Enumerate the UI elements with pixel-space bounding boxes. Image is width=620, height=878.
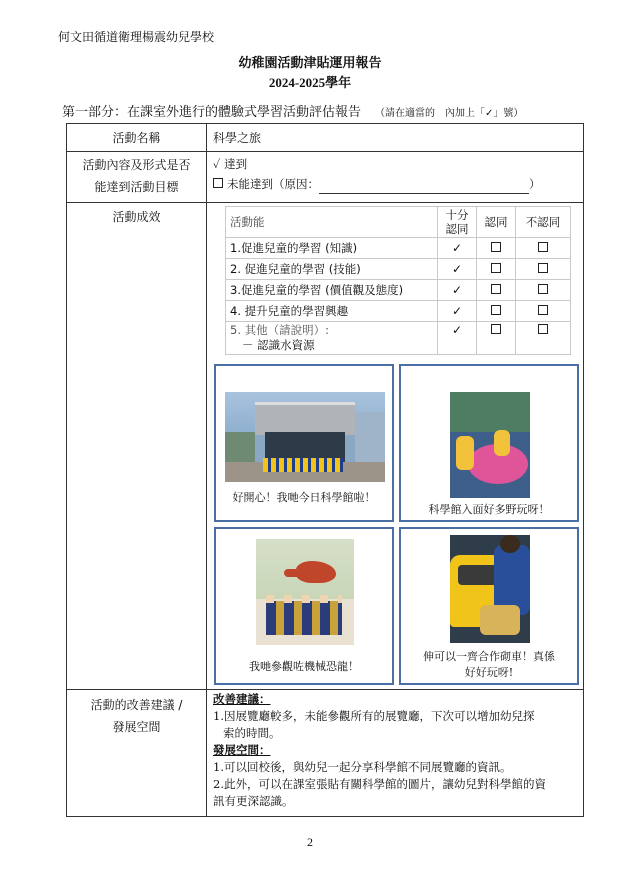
activity-name-value: 科學之旅 <box>213 131 262 145</box>
row-divider <box>67 151 583 152</box>
objective-label <box>67 154 206 198</box>
item-text: 3.促進兒童的學習 (價值觀及態度) <box>226 280 438 301</box>
photo-card <box>214 527 394 685</box>
table-row <box>226 238 571 259</box>
photo-caption-line1: 伸可以一齊合作砌車！真係 <box>423 650 555 663</box>
col-agree: 認同 <box>477 207 516 238</box>
dinosaur-photo <box>256 539 354 645</box>
photo-caption <box>401 649 577 681</box>
outcomes-table <box>225 206 571 359</box>
checkbox-icon <box>213 178 223 188</box>
row-divider <box>67 689 583 690</box>
page-number: 2 <box>307 835 313 849</box>
objective-options <box>213 154 577 194</box>
table-row <box>226 280 571 301</box>
objective-label-line2: 能達到活動目標 <box>94 180 179 194</box>
photo-caption: 好開心！我哋今日科學館啦！ <box>232 491 376 504</box>
item-text: 4. 提升兒童的學習興趣 <box>226 301 438 322</box>
improve-text-1: 1.因展覽廳較多，未能參觀所有的展覽廳，下次可以增加幼兒探 <box>213 709 535 723</box>
develop-text-2: 2.此外，可以在課室張貼有關科學館的圖片，讓幼兒對科學館的資 <box>213 777 546 791</box>
improvement-label-line1: 活動的改善建議 / <box>90 698 183 712</box>
item-text <box>226 322 438 355</box>
item-other: 5. 其他（請說明）: <box>230 323 330 337</box>
school-name: 何文田循道衛理楊震幼兒學校 <box>58 30 215 44</box>
outcomes-label: 活動成效 <box>112 210 161 224</box>
part-heading <box>62 101 523 120</box>
activity-name-label: 活動名稱 <box>112 131 161 145</box>
table-row <box>226 301 571 322</box>
checkbox-icon <box>491 242 501 252</box>
develop-text-3: 訊有更深認識。 <box>213 794 294 808</box>
photo-card <box>399 527 579 685</box>
develop-title: 發展空間： <box>213 743 271 757</box>
check-mark: ✓ <box>438 280 477 301</box>
part-heading-text: 第一部分：在課室外進行的體驗式學習活動評估報告 <box>62 105 362 120</box>
item-text: 2. 促進兒童的學習 (技能) <box>226 259 438 280</box>
checkbox-icon <box>491 324 501 334</box>
museum-entrance-photo <box>225 392 385 482</box>
checkbox-icon <box>538 242 548 252</box>
improve-text-2: 索的時間。 <box>223 726 281 740</box>
building-car-photo <box>450 535 530 643</box>
check-mark: ✓ <box>438 238 477 259</box>
photo-caption-line2: 好好玩呀! <box>464 666 514 679</box>
photo-card <box>399 364 579 522</box>
option-not-achieved-end: ） <box>529 177 541 191</box>
school-year: 2024-2025學年 <box>268 75 352 90</box>
checkbox-icon <box>491 284 501 294</box>
evaluation-table <box>66 123 584 817</box>
check-mark: ✓ <box>438 301 477 322</box>
row-divider <box>67 202 583 203</box>
photo-card <box>214 364 394 522</box>
item-other-detail: － 認識水資源 <box>242 338 315 352</box>
report-title: 幼稚園活動津貼運用報告 <box>238 56 382 71</box>
checkbox-icon <box>538 263 548 273</box>
checkbox-icon <box>538 305 548 315</box>
checkbox-icon <box>538 324 548 334</box>
checkbox-icon <box>491 263 501 273</box>
improve-title: 改善建議： <box>213 692 271 706</box>
develop-text-1: 1.可以回校後，與幼兒一起分享科學館不同展覽廳的資訊。 <box>213 760 512 774</box>
col-disagree: 不認同 <box>516 207 571 238</box>
photo-caption: 我哋參觀咗機械恐龍！ <box>249 660 359 673</box>
check-mark: ✓ <box>438 322 477 355</box>
option-not-achieved <box>213 174 577 194</box>
option-achieved: ✓ 達到 <box>213 157 248 171</box>
item-text: 1.促進兒童的學習 (知識) <box>226 238 438 259</box>
col-strongly-agree-2: 認同 <box>445 222 469 236</box>
reason-underline <box>319 181 529 194</box>
photo-caption: 科學館入面好多野玩呀！ <box>428 503 550 516</box>
outcomes-header-row <box>226 207 571 238</box>
col-item: 活動能 <box>226 207 438 238</box>
improvement-label-line2: 發展空間 <box>112 720 161 734</box>
table-divider <box>206 124 207 816</box>
improvement-label <box>67 694 206 738</box>
checkbox-icon <box>538 284 548 294</box>
checkbox-icon <box>491 305 501 315</box>
option-not-achieved-label: 未能達到（原因： <box>227 177 319 191</box>
improvement-content <box>213 691 577 810</box>
col-strongly-agree-1: 十分 <box>445 208 469 222</box>
table-row <box>226 322 571 355</box>
col-strongly-agree <box>438 207 477 238</box>
objective-label-line1: 活動內容及形式是否 <box>82 158 191 172</box>
part-heading-note: （請在適當的 內加上「✓」號） <box>375 108 524 119</box>
table-row <box>226 259 571 280</box>
check-mark: ✓ <box>438 259 477 280</box>
kids-playing-photo <box>450 392 530 498</box>
